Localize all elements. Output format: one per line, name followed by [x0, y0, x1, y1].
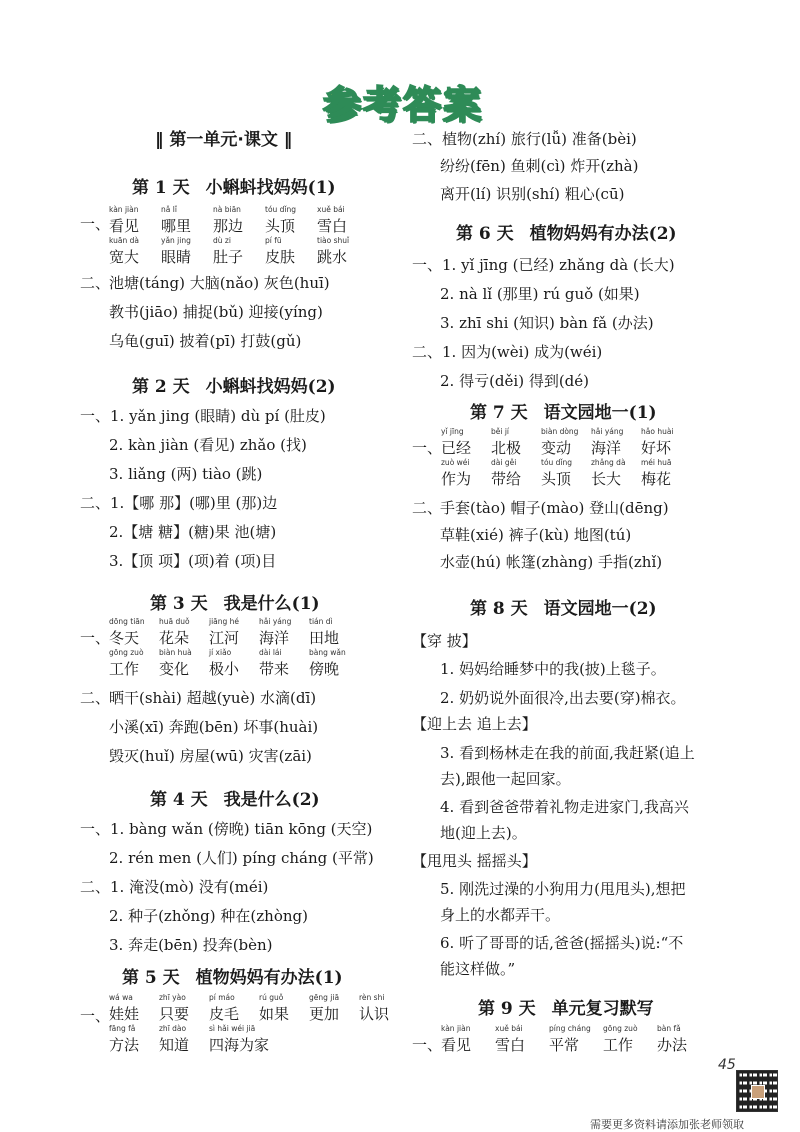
- pinyin-label: gōng zuò: [109, 648, 144, 657]
- day8-line: 5. 刚洗过澡的小狗用力(甩甩头),想把: [440, 880, 686, 898]
- word: 肚子: [213, 248, 244, 266]
- word: 四海为家: [209, 1036, 270, 1054]
- pinyin-label: gōng zuò: [603, 1024, 638, 1033]
- word: 带给: [491, 470, 522, 488]
- pinyin-label: bàn fǎ: [657, 1024, 681, 1033]
- pinyin-label: jí xiǎo: [209, 648, 232, 657]
- word: 花朵: [159, 629, 190, 647]
- pinyin-label: jiāng hé: [209, 617, 240, 626]
- day8-line: 能这样做。”: [440, 960, 516, 978]
- word: 梅花: [641, 470, 672, 488]
- word: 跳水: [317, 248, 348, 266]
- pinyin-label: hǎo huài: [641, 427, 674, 436]
- pinyin-label: kàn jiàn: [109, 205, 139, 214]
- day7-section-2-label: 二、: [412, 499, 443, 517]
- pinyin-label: zhǎng dà: [591, 458, 626, 467]
- pinyin-label: bàng wǎn: [309, 648, 346, 657]
- day2-line: 2.【塘 糖】(糖)果 池(塘): [109, 523, 277, 541]
- day8-bracket: 【甩甩头 摇摇头】: [412, 852, 537, 870]
- pinyin-label: wá wa: [109, 993, 133, 1002]
- word: 田地: [309, 629, 340, 647]
- word: 好坏: [641, 439, 672, 457]
- day6-line: 2. nà lǐ (那里) rú guǒ (如果): [440, 285, 640, 303]
- day5-section-1-label: 一、: [80, 1007, 111, 1025]
- footer-note: 需要更多资料请添加张老师领取: [590, 1118, 744, 1131]
- word: 方法: [109, 1036, 140, 1054]
- pinyin-label: yǐ jīng: [441, 427, 464, 436]
- day8-line: 3. 看到杨林走在我的前面,我赶紧(追上: [440, 744, 695, 762]
- page-number: 45: [718, 1057, 736, 1073]
- word: 海洋: [259, 629, 290, 647]
- day2-line: 二、1.【哪 那】(哪)里 (那)边: [80, 494, 278, 512]
- day9-heading: 第 9 天 单元复习默写: [478, 999, 654, 1019]
- day8-line: 去),跟他一起回家。: [440, 770, 571, 788]
- word: 头顶: [541, 470, 572, 488]
- pinyin-label: hǎi yáng: [259, 617, 292, 626]
- day6-line: 3. zhī shi (知识) bàn fǎ (办法): [440, 314, 654, 332]
- word: 北极: [491, 439, 522, 457]
- right-top-line: 离开(lí) 识别(shí) 粗心(cū): [440, 185, 625, 203]
- day2-line: 2. kàn jiàn (看见) zhǎo (找): [109, 436, 307, 454]
- day8-line: 身上的水都弄干。: [440, 906, 561, 924]
- pinyin-label: tóu dǐng: [265, 205, 297, 214]
- word: 傍晚: [309, 660, 340, 678]
- word: 平常: [549, 1036, 580, 1054]
- word: 江河: [209, 629, 240, 647]
- day8-line: 地(迎上去)。: [440, 824, 527, 842]
- day6-heading: 第 6 天 植物妈妈有办法(2): [456, 224, 677, 244]
- pinyin-label: nà biān: [213, 205, 241, 214]
- day7-line: 手套(tào) 帽子(mào) 登山(dēng): [440, 499, 669, 517]
- day4-heading: 第 4 天 我是什么(2): [150, 790, 320, 810]
- pinyin-label: biàn huà: [159, 648, 192, 657]
- day4-line: 一、1. bàng wǎn (傍晚) tiān kōng (天空): [80, 820, 373, 838]
- pinyin-label: zhī dào: [159, 1024, 187, 1033]
- word: 知道: [159, 1036, 190, 1054]
- unit-heading: ‖ 第一单元·课文 ‖: [155, 130, 293, 150]
- day3-line: 小溪(xī) 奔跑(bēn) 坏事(huài): [109, 718, 319, 736]
- word: 如果: [259, 1005, 290, 1023]
- pinyin-label: huā duǒ: [159, 617, 190, 626]
- day2-line: 3.【顶 项】(项)着 (项)目: [109, 552, 277, 570]
- pinyin-label: běi jí: [491, 427, 510, 436]
- pinyin-label: hǎi yáng: [591, 427, 624, 436]
- pinyin-label: biàn dòng: [541, 427, 579, 436]
- day6-line: 2. 得亏(děi) 得到(dé): [440, 372, 590, 390]
- day7-heading: 第 7 天 语文园地一(1): [470, 403, 657, 423]
- day8-line: 1. 妈妈给睡梦中的我(披)上毯子。: [440, 660, 666, 678]
- word: 变动: [541, 439, 572, 457]
- day5-heading: 第 5 天 植物妈妈有办法(1): [122, 968, 343, 988]
- right-top-line: 二、植物(zhí) 旅行(lǚ) 准备(bèi): [412, 130, 637, 148]
- word: 办法: [657, 1036, 688, 1054]
- day6-line: 二、1. 因为(wèi) 成为(wéi): [412, 343, 603, 361]
- day7-section-1-label: 一、: [412, 439, 443, 457]
- day1-heading: 第 1 天 小蝌蚪找妈妈(1): [132, 178, 336, 198]
- pinyin-label: dōng tiān: [109, 617, 145, 626]
- word: 工作: [603, 1036, 634, 1054]
- word: 头顶: [265, 217, 296, 235]
- day4-line: 2. rén men (人们) píng cháng (平常): [109, 849, 374, 867]
- day2-heading: 第 2 天 小蝌蚪找妈妈(2): [132, 377, 336, 397]
- word: 海洋: [591, 439, 622, 457]
- pinyin-label: tóu dǐng: [541, 458, 573, 467]
- day3-section-1-label: 一、: [80, 629, 111, 647]
- word: 冬天: [109, 629, 140, 647]
- day8-line: 6. 听了哥哥的话,爸爸(摇摇头)说:“不: [440, 934, 684, 952]
- word: 只要: [159, 1005, 190, 1023]
- word: 看见: [109, 217, 140, 235]
- pinyin-label: yǎn jing: [161, 236, 191, 245]
- pinyin-label: nǎ lǐ: [161, 205, 177, 214]
- word: 皮肤: [265, 248, 296, 266]
- day3-line: 毁灭(huǐ) 房屋(wū) 灾害(zāi): [109, 747, 312, 765]
- word: 宽大: [109, 248, 140, 266]
- pinyin-label: dù zi: [213, 236, 231, 245]
- pinyin-label: zhī yào: [159, 993, 186, 1002]
- pinyin-label: píng cháng: [549, 1024, 591, 1033]
- day1-section-1-label: 一、: [80, 215, 111, 233]
- pinyin-label: tiào shuǐ: [317, 236, 350, 245]
- word: 皮毛: [209, 1005, 240, 1023]
- day1-line: 教书(jiāo) 捕捉(bǔ) 迎接(yíng): [109, 303, 323, 321]
- word: 变化: [159, 660, 190, 678]
- word: 看见: [441, 1036, 472, 1054]
- pinyin-label: pí máo: [209, 993, 235, 1002]
- day3-section-2-label: 二、: [80, 689, 111, 707]
- pinyin-label: pí fū: [265, 236, 282, 245]
- pinyin-label: kuān dà: [109, 236, 139, 245]
- pinyin-label: rú guǒ: [259, 993, 284, 1002]
- word: 哪里: [161, 217, 192, 235]
- right-top-line: 纷纷(fēn) 鱼刺(cì) 炸开(zhà): [440, 157, 639, 175]
- pinyin-label: fāng fǎ: [109, 1024, 136, 1033]
- pinyin-label: xuě bái: [317, 205, 345, 214]
- word: 雪白: [495, 1036, 526, 1054]
- word: 娃娃: [109, 1005, 140, 1023]
- day1-section-2-label: 二、: [80, 274, 111, 292]
- word: 带来: [259, 660, 290, 678]
- day8-line: 4. 看到爸爸带着礼物走进家门,我高兴: [440, 798, 689, 816]
- word: 更加: [309, 1005, 340, 1023]
- word: 那边: [213, 217, 244, 235]
- pinyin-label: rèn shi: [359, 993, 385, 1002]
- day4-line: 二、1. 淹没(mò) 没有(méi): [80, 878, 269, 896]
- pinyin-label: dài lái: [259, 648, 282, 657]
- day8-heading: 第 8 天 语文园地一(2): [470, 599, 657, 619]
- pinyin-label: méi huā: [641, 458, 672, 467]
- day2-line: 3. liǎng (两) tiào (跳): [109, 465, 263, 483]
- day8-line: 2. 奶奶说外面很冷,出去要(穿)棉衣。: [440, 689, 686, 707]
- day1-line: 乌龟(guī) 披着(pī) 打鼓(gǔ): [109, 332, 302, 350]
- day3-heading: 第 3 天 我是什么(1): [150, 594, 320, 614]
- page-title: 参考答案: [322, 83, 483, 127]
- day4-line: 3. 奔走(bēn) 投奔(bèn): [109, 936, 273, 954]
- pinyin-label: tián dì: [309, 617, 333, 626]
- day6-line: 一、1. yǐ jīng (已经) zhǎng dà (长大): [412, 256, 675, 274]
- word: 雪白: [317, 217, 348, 235]
- day7-line: 草鞋(xié) 裤子(kù) 地图(tú): [440, 526, 632, 544]
- day3-line: 晒干(shài) 超越(yuè) 水滴(dī): [109, 689, 317, 707]
- qr-code: [736, 1070, 778, 1112]
- word: 眼睛: [161, 248, 192, 266]
- pinyin-label: xuě bái: [495, 1024, 523, 1033]
- word: 工作: [109, 660, 140, 678]
- day8-bracket: 【迎上去 追上去】: [412, 715, 537, 733]
- day8-bracket: 【穿 披】: [412, 632, 477, 650]
- pinyin-label: sì hǎi wéi jiā: [209, 1024, 256, 1033]
- day4-line: 2. 种子(zhǒng) 种在(zhòng): [109, 907, 308, 925]
- pinyin-label: zuò wéi: [441, 458, 470, 467]
- day2-line: 一、1. yǎn jing (眼睛) dù pí (肚皮): [80, 407, 326, 425]
- day9-section-1-label: 一、: [412, 1036, 443, 1054]
- word: 长大: [591, 470, 622, 488]
- pinyin-label: gēng jiā: [309, 993, 340, 1002]
- pinyin-label: dài gěi: [491, 458, 517, 467]
- pinyin-label: kàn jiàn: [441, 1024, 471, 1033]
- word: 认识: [359, 1005, 390, 1023]
- day1-line: 池塘(táng) 大脑(nǎo) 灰色(huī): [109, 274, 330, 292]
- word: 已经: [441, 439, 472, 457]
- word: 极小: [209, 660, 240, 678]
- word: 作为: [441, 470, 472, 488]
- day7-line: 水壶(hú) 帐篷(zhàng) 手指(zhǐ): [440, 553, 663, 571]
